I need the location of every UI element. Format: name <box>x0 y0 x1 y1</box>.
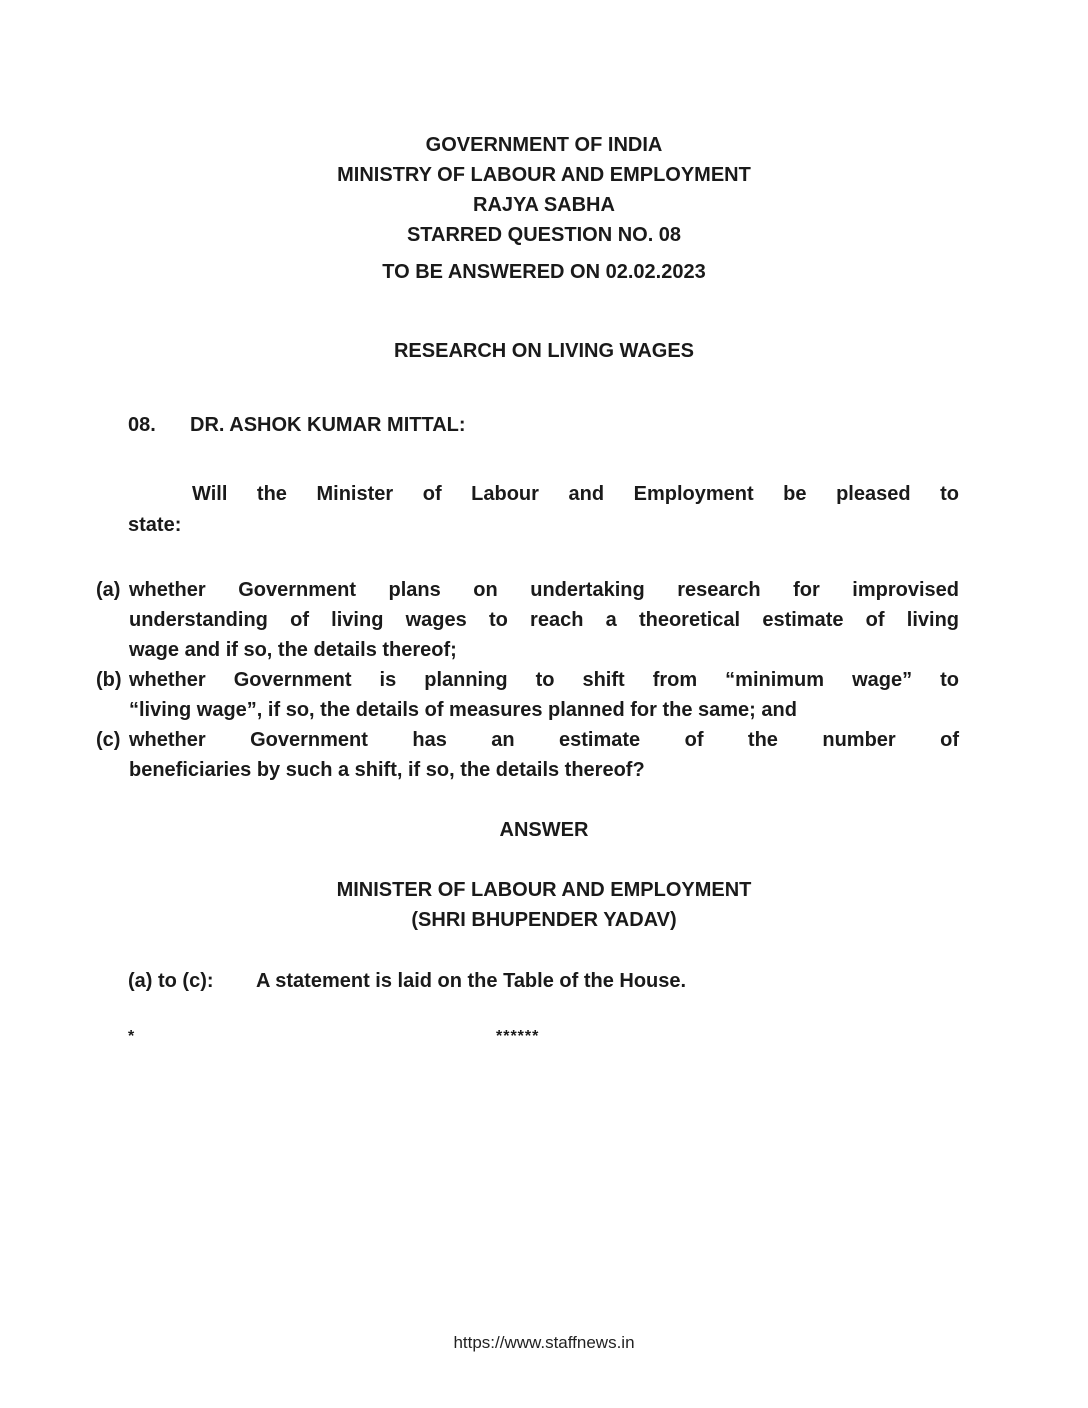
item-a-text: whether Government plans on undertaking research for improvised understanding of living wages to reach a theoretical estimate of living wage and if so, the details thereof; <box>129 579 959 661</box>
header-ministry: MINISTRY OF LABOUR AND EMPLOYMENT <box>337 164 751 186</box>
minister-name: (SHRI BHUPENDER YADAV) <box>411 909 677 931</box>
header-question-no: STARRED QUESTION NO. 08 <box>406 224 682 246</box>
question-intro-line1: Will the Minister of Labour and Employment be pleased to <box>192 483 959 505</box>
subject-title: RESEARCH ON LIVING WAGES <box>393 340 695 362</box>
question-number: 08. <box>128 414 156 436</box>
minister-title: MINISTER OF LABOUR AND EMPLOYMENT <box>336 879 752 901</box>
separator-stars: ****** <box>496 1028 540 1045</box>
item-c-label: (c) <box>96 729 121 751</box>
member-name: DR. ASHOK KUMAR MITTAL: <box>190 414 466 436</box>
item-b-label: (b) <box>96 669 122 691</box>
footer-url: https://www.staffnews.in <box>453 1333 635 1352</box>
header-answer-date: TO BE ANSWERED ON 02.02.2023 <box>382 261 706 283</box>
header-government: GOVERNMENT OF INDIA <box>425 134 663 156</box>
answer-reference: (a) to (c): <box>128 970 214 992</box>
answer-text: A statement is laid on the Table of the House. <box>256 970 687 992</box>
answer-heading: ANSWER <box>499 819 589 841</box>
item-a-label: (a) <box>96 579 121 601</box>
header-house: RAJYA SABHA <box>473 194 615 216</box>
separator-star-left: * <box>128 1028 135 1045</box>
item-b-text: whether Government is planning to shift from “minimum wage” to “living wage”, if so, the details of measures planned for the same; and <box>129 669 959 721</box>
item-c-text: whether Government has an estimate of the number of beneficiaries by such a shift, if so, the details thereof? <box>129 729 959 781</box>
question-intro-line2: state: <box>128 514 182 536</box>
